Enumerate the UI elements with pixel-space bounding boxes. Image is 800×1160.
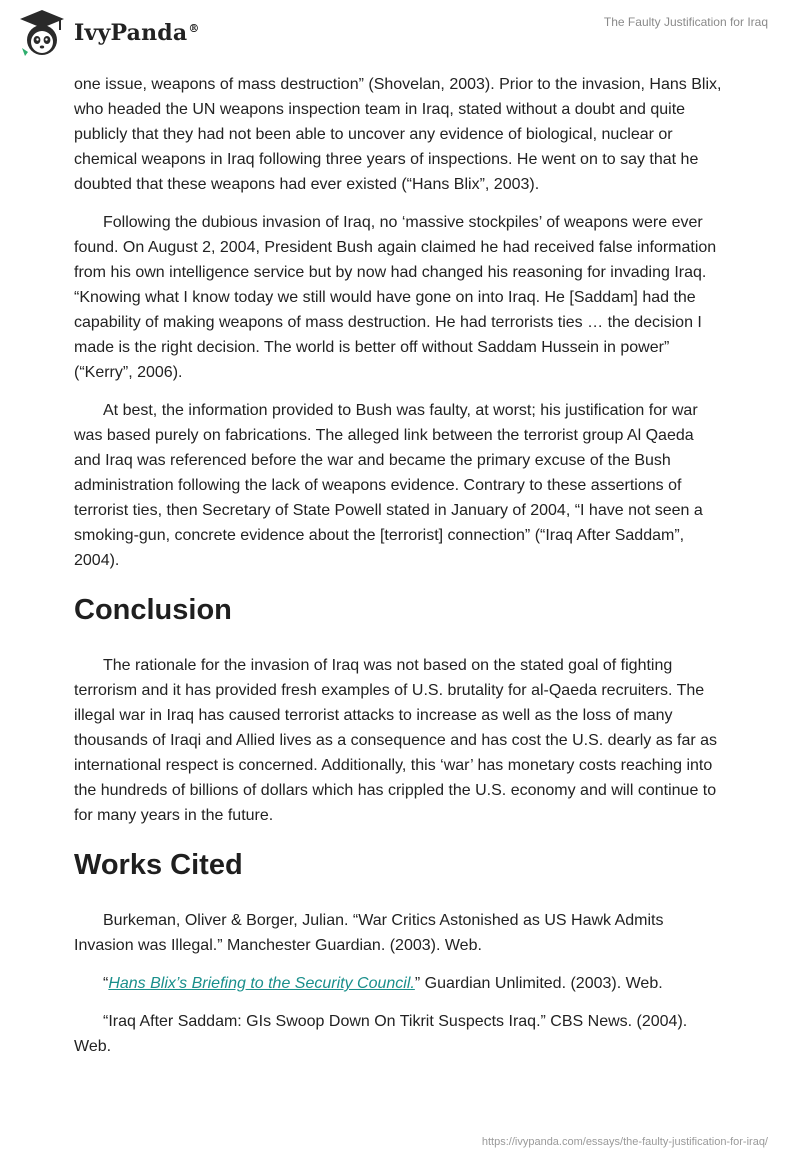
hans-blix-briefing-link[interactable]: Hans Blix’s Briefing to the Security Council. xyxy=(108,975,415,992)
works-cited-heading: Works Cited xyxy=(74,849,243,881)
citation-1: Burkeman, Oliver & Borger, Julian. “War Critics Astonished as US Hawk Admits Invasion was Illegal.” Manchester Guardian. (2003). Web. xyxy=(74,912,664,954)
source-url: https://ivypanda.com/essays/the-faulty-justification-for-iraq/ xyxy=(481,1136,768,1148)
conclusion-heading: Conclusion xyxy=(74,594,232,626)
body-paragraph-1: one issue, weapons of mass destruction” (Shovelan, 2003). Prior to the invasion, Hans Blix, who headed the UN weapons inspection team in Iraq, stated without a doubt and quite publicly that they had not been able to uncover any evidence of biological, nuclear or chemical weapons in Iraq following three years of inspections. He went on to say that he doubted that these weapons had ever existed (“Hans Blix”, 2003). xyxy=(74,76,722,193)
document-title: The Faulty Justification for Iraq xyxy=(603,15,768,29)
citation-2: “Hans Blix’s Briefing to the Security Council.” Guardian Unlimited. (2003). Web. xyxy=(103,975,663,992)
page-header xyxy=(0,0,800,70)
essay-content xyxy=(74,72,724,1072)
brand-name: IvyPanda® xyxy=(74,20,200,46)
panda-graduate-icon xyxy=(16,8,68,58)
conclusion-paragraph: The rationale for the invasion of Iraq was not based on the stated goal of fighting terrorism and it has provided fresh examples of U.S. brutality for al-Qaeda recruiters. The illegal war in Iraq has caused terrorist attacks to increase as well as the loss of many thousands of Iraqi and Allied lives as a consequence and has cost the U.S. dearly as far as international respect is concerned. Additionally, this ‘war’ has monetary costs reaching into the hundreds of billions of dollars which has crippled the U.S. economy and will continue to for many years in the future. xyxy=(74,657,718,824)
body-paragraph-2: Following the dubious invasion of Iraq, no ‘massive stockpiles’ of weapons were ever found. On August 2, 2004, President Bush again claimed he had received false information from his own intelligence service but by now had changed his reasoning for invading Iraq. “Knowing what I know today we still would have gone on into Iraq. He [Saddam] had the capability of making weapons of mass destruction. He had terrorists ties … the decision I made is the right decision. The world is better off without Saddam Hussein in power” (“Kerry”, 2006). xyxy=(74,214,717,381)
body-paragraph-3: At best, the information provided to Bush was faulty, at worst; his justification for war was based purely on fabrications. The alleged link between the terrorist group Al Qaeda and Iraq was referenced before the war and became the primary excuse of the Bush administration following the lack of weapons evidence. Contrary to these assertions of terrorist ties, then Secretary of State Powell stated in January of 2004, “I have not seen a smoking-gun, concrete evidence about the [terrorist] connection” (“Iraq After Saddam”, 2004). xyxy=(74,402,703,569)
citation-3: “Iraq After Saddam: GIs Swoop Down On Tikrit Suspects Iraq.” CBS News. (2004). Web. xyxy=(74,1013,688,1055)
ivypanda-logo[interactable] xyxy=(16,8,200,58)
